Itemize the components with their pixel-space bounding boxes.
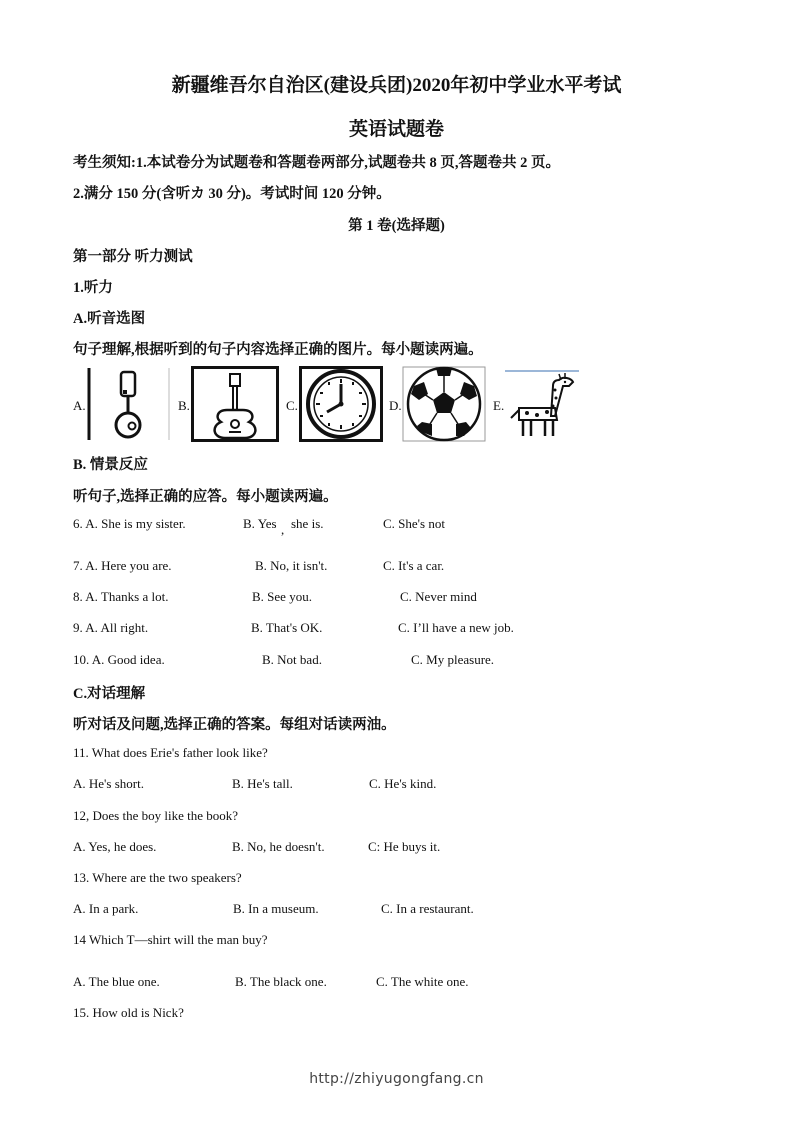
question-text: 12, Does the boy like the book? [73, 808, 238, 823]
option-a: A. He's short. [73, 776, 144, 791]
option-b: B. Yes [243, 516, 277, 531]
question-text: 14 Which T—shirt will the man buy? [73, 932, 268, 947]
key-icon [87, 368, 171, 440]
option-b: B. He's tall. [232, 776, 293, 791]
picture-label-a: A. [73, 398, 86, 413]
question-text: 13. Where are the two speakers? [73, 870, 242, 885]
exam-title: 新疆维吾尔自治区(建设兵团)2020年初中学业水平考试 [171, 75, 622, 96]
section-b-heading: B. 情景反应 [73, 457, 148, 473]
picture-label-d: D. [389, 398, 402, 413]
option-c: C. My pleasure. [411, 652, 495, 667]
option-b: B. No, it isn't. [255, 558, 328, 573]
soccer-ball-icon [402, 366, 486, 442]
option-b: B. No, he doesn't. [232, 839, 325, 854]
option-a: 6. A. She is my sister. [73, 516, 186, 531]
picture-label-e: E. [493, 398, 505, 413]
part-heading: 第一部分 听力测试 [73, 249, 193, 265]
section-a-instruction: 句子理解,根据听到的句子内容选择正确的图片。每小题读两遍。 [73, 342, 483, 358]
option-c: C. In a restaurant. [381, 901, 474, 916]
option-a: A. In a park. [73, 901, 139, 916]
section-c-instruction: 听对话及问题,选择正确的答案。每组对话读两油。 [73, 717, 396, 733]
option-b: B. In a museum. [233, 901, 319, 916]
footer-url: http://zhiyugongfang.cn [309, 1071, 484, 1087]
section-b-instruction: 听句子,选择正确的应答。每小题读两遍。 [73, 489, 338, 505]
option-b-rest: she is. [291, 516, 324, 531]
section-c-heading: C.对话理解 [73, 686, 146, 702]
option-c: C. I’ll have a new job. [398, 620, 514, 635]
option-c: C. Never mind [400, 589, 477, 604]
option-a: 9. A. All right. [73, 620, 149, 635]
clock-icon [299, 366, 383, 442]
option-a: 8. A. Thanks a lot. [73, 589, 169, 604]
option-b: B. That's OK. [251, 620, 323, 635]
guitar-icon [191, 366, 279, 442]
question-text: 15. How old is Nick? [73, 1005, 184, 1020]
option-c: C: He buys it. [368, 839, 441, 854]
picture-label-b: B. [178, 398, 190, 413]
option-b: B. See you. [252, 589, 312, 604]
exam-subtitle: 英语试题卷 [348, 119, 444, 140]
notice-line-2: 2.满分 150 分(含听カ 30 分)。考试时间 120 分钟。 [73, 186, 391, 202]
section-a-heading: A.听音选图 [73, 311, 146, 327]
notice-line-1: 考生须知:1.本试卷分为试题卷和答题卷两部分,试题卷共 8 页,答题卷共 2 页。 [73, 155, 560, 171]
option-a: A. Yes, he does. [73, 839, 157, 854]
question-text: 11. What does Erie's father look like? [73, 745, 268, 760]
picture-label-c: C. [286, 398, 298, 413]
option-a: 10. A. Good idea. [73, 652, 165, 667]
option-b-comma: , [281, 522, 285, 537]
option-c: C. She's not [383, 516, 445, 531]
option-b: B. Not bad. [262, 652, 322, 667]
option-c: C. He's kind. [369, 776, 437, 791]
section-1-heading: 1.听力 [73, 280, 113, 296]
volume-heading: 第 1 卷(选择题) [348, 218, 445, 234]
option-a: A. The blue one. [73, 974, 160, 989]
option-c: C. It's a car. [383, 558, 445, 573]
option-b: B. The black one. [235, 974, 327, 989]
option-a: 7. A. Here you are. [73, 558, 172, 573]
option-c: C. The white one. [376, 974, 469, 989]
giraffe-icon [505, 368, 579, 440]
